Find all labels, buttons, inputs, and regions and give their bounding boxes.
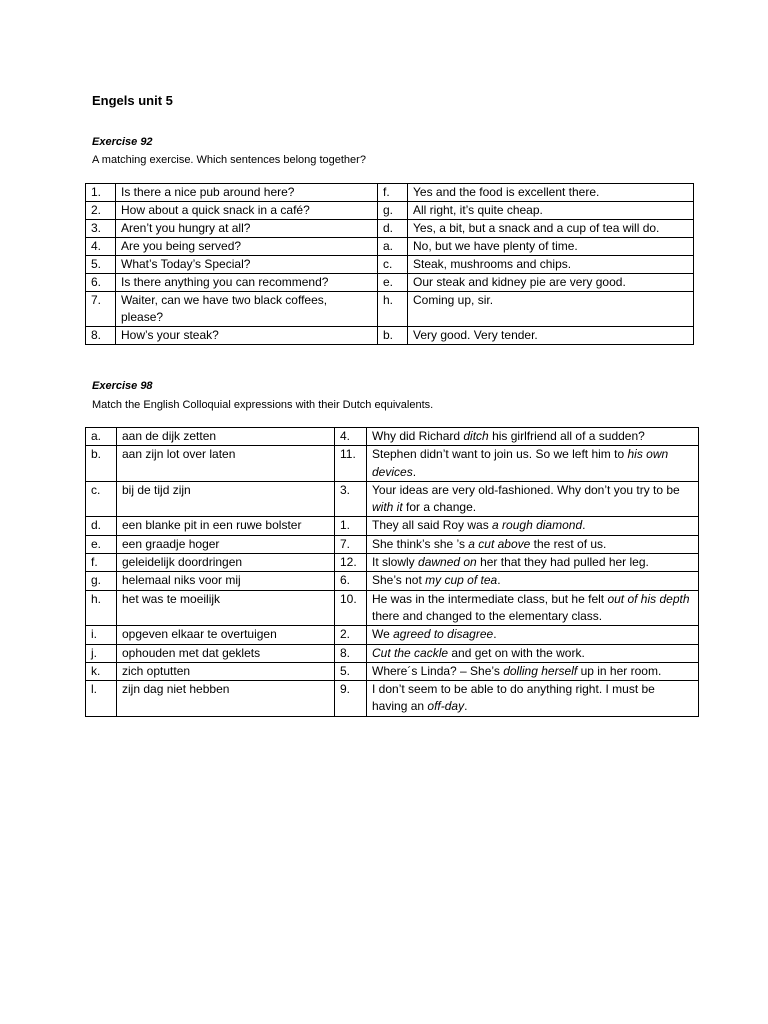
dutch-expression: helemaal niks voor mij [117, 572, 335, 590]
dutch-expression: aan zijn lot over laten [117, 446, 335, 482]
sentence-text: Your ideas are very old-fashioned. Why don’t you try to be [372, 482, 680, 497]
sentence-text: . [497, 573, 501, 588]
row-letter: d. [86, 517, 117, 535]
table-row [86, 481, 699, 517]
english-sentence [367, 446, 699, 482]
row-letter: c. [86, 481, 117, 517]
dutch-expression: een graadje hoger [117, 535, 335, 553]
sentence-text: her that they had pulled her leg. [476, 555, 649, 570]
sentence-text: I don’t seem to be able to do anything right. I must be having an [372, 682, 655, 714]
dutch-expression: opgeven elkaar te overtuigen [117, 626, 335, 644]
answer-letter: b. [378, 327, 408, 345]
dutch-expression: zich optutten [117, 662, 335, 680]
question-cell: Is there a nice pub around here? [116, 184, 378, 202]
english-sentence [367, 481, 699, 517]
table-row [86, 327, 694, 345]
sentence-number: 6. [335, 572, 367, 590]
row-letter: e. [86, 535, 117, 553]
row-letter: l. [86, 681, 117, 717]
english-sentence [367, 554, 699, 572]
page-title: Engels unit 5 [92, 93, 173, 108]
colloquial-expression: dolling herself [503, 663, 578, 678]
row-number: 4. [86, 238, 116, 256]
row-letter: i. [86, 626, 117, 644]
row-letter: g. [86, 572, 117, 590]
colloquial-expression: Cut the cackle [372, 645, 449, 660]
sentence-text: She think’s she ’s [372, 536, 469, 551]
colloquial-expression: out of his depth [607, 591, 690, 606]
table-row [86, 681, 699, 717]
question-cell: How’s your steak? [116, 327, 378, 345]
sentence-number: 8. [335, 644, 367, 662]
row-number: 5. [86, 256, 116, 274]
sentence-text: She’s not [372, 573, 426, 588]
sentence-number: 10. [335, 590, 367, 626]
answer-cell: All right, it’s quite cheap. [408, 202, 694, 220]
table-row [86, 572, 699, 590]
sentence-number: 5. [335, 662, 367, 680]
answer-letter: e. [378, 274, 408, 292]
answer-cell: No, but we have plenty of time. [408, 238, 694, 256]
row-letter: a. [86, 428, 117, 446]
question-cell: Is there anything you can recommend? [116, 274, 378, 292]
colloquial-expression: a rough diamond [492, 518, 583, 533]
dutch-expression: aan de dijk zetten [117, 428, 335, 446]
question-cell: Waiter, can we have two black coffees, please? [116, 292, 378, 327]
sentence-number: 1. [335, 517, 367, 535]
sentence-text: Stephen didn’t want to join us. So we left him to [372, 447, 628, 462]
table-row [86, 184, 694, 202]
row-number: 2. [86, 202, 116, 220]
sentence-text: . [582, 518, 586, 533]
table-row [86, 626, 699, 644]
dutch-expression: zijn dag niet hebben [117, 681, 335, 717]
question-cell: Are you being served? [116, 238, 378, 256]
sentence-number: 7. [335, 535, 367, 553]
sentence-text: . [412, 464, 417, 479]
row-number: 3. [86, 220, 116, 238]
exercise-92-title: Exercise 92 [92, 136, 153, 148]
english-sentence [367, 428, 699, 446]
row-letter: h. [86, 590, 117, 626]
sentence-text: the rest of us. [530, 536, 607, 551]
colloquial-expression: his own devices [372, 447, 669, 479]
answer-letter: a. [378, 238, 408, 256]
answer-cell: Our steak and kidney pie are very good. [408, 274, 694, 292]
exercise-98-table [85, 427, 699, 717]
colloquial-expression: off-day [427, 699, 465, 714]
sentence-text: We [372, 627, 394, 642]
exercise-98-title: Exercise 98 [92, 380, 153, 392]
exercise-92-table [85, 183, 694, 345]
dutch-expression: ophouden met dat geklets [117, 644, 335, 662]
sentence-text: He was in the intermediate class, but he felt [372, 591, 608, 606]
question-cell: Aren’t you hungry at all? [116, 220, 378, 238]
sentence-number: 2. [335, 626, 367, 644]
answer-cell: Coming up, sir. [408, 292, 694, 327]
sentence-number: 4. [335, 428, 367, 446]
english-sentence [367, 644, 699, 662]
answer-letter: c. [378, 256, 408, 274]
colloquial-expression: my cup of tea [425, 573, 498, 588]
row-number: 1. [86, 184, 116, 202]
english-sentence [367, 681, 699, 717]
sentence-text: It slowly [372, 555, 419, 570]
table-row [86, 517, 699, 535]
row-number: 7. [86, 292, 116, 327]
exercise-92-instruction: A matching exercise. Which sentences belong together? [92, 154, 366, 166]
english-sentence [367, 535, 699, 553]
table-row [86, 662, 699, 680]
row-number: 6. [86, 274, 116, 292]
table-row [86, 590, 699, 626]
sentence-text: for a change. [402, 500, 477, 515]
row-letter: b. [86, 446, 117, 482]
exercise-98-instruction: Match the English Colloquial expressions with their Dutch equivalents. [92, 399, 434, 411]
row-letter: f. [86, 554, 117, 572]
answer-letter: f. [378, 184, 408, 202]
sentence-number: 11. [335, 446, 367, 482]
sentence-text: . [493, 627, 497, 642]
sentence-text: there and changed to the elementary class. [372, 608, 603, 623]
english-sentence [367, 590, 699, 626]
english-sentence [367, 626, 699, 644]
dutch-expression: bij de tijd zijn [117, 481, 335, 517]
row-letter: j. [86, 644, 117, 662]
sentence-number: 3. [335, 481, 367, 517]
table-row [86, 202, 694, 220]
table-row [86, 644, 699, 662]
colloquial-expression: ditch [463, 429, 489, 443]
table-row [86, 292, 694, 327]
answer-cell: Yes and the food is excellent there. [408, 184, 694, 202]
sentence-text: . [464, 699, 468, 714]
dutch-expression: geleidelijk doordringen [117, 554, 335, 572]
table-row [86, 256, 694, 274]
answer-cell: Very good. Very tender. [408, 327, 694, 345]
table-row [86, 274, 694, 292]
english-sentence [367, 572, 699, 590]
question-cell: How about a quick snack in a café? [116, 202, 378, 220]
answer-cell: Yes, a bit, but a snack and a cup of tea will do. [408, 220, 694, 238]
english-sentence [367, 662, 699, 680]
table-row [86, 446, 699, 482]
table-row [86, 428, 699, 446]
table-row [86, 238, 694, 256]
colloquial-expression: a cut above [468, 536, 531, 551]
colloquial-expression: agreed to disagree [393, 627, 494, 642]
sentence-text: and get on with the work. [448, 645, 585, 660]
sentence-number: 12. [335, 554, 367, 572]
sentence-text: Where´s Linda? – She’s [372, 663, 504, 678]
sentence-text: Why did Richard [372, 429, 464, 443]
answer-cell: Steak, mushrooms and chips. [408, 256, 694, 274]
row-letter: k. [86, 662, 117, 680]
table-row [86, 554, 699, 572]
dutch-expression: het was te moeilijk [117, 590, 335, 626]
sentence-text: They all said Roy was [372, 518, 493, 533]
answer-letter: h. [378, 292, 408, 327]
sentence-text: up in her room. [577, 663, 662, 678]
question-cell: What’s Today’s Special? [116, 256, 378, 274]
colloquial-expression: with it [372, 500, 403, 515]
sentence-number: 9. [335, 681, 367, 717]
answer-letter: g. [378, 202, 408, 220]
table-row [86, 220, 694, 238]
english-sentence [367, 517, 699, 535]
dutch-expression: een blanke pit in een ruwe bolster [117, 517, 335, 535]
colloquial-expression: dawned on [418, 555, 477, 570]
table-row [86, 535, 699, 553]
answer-letter: d. [378, 220, 408, 238]
sentence-text: his girlfriend all of a sudden? [488, 429, 645, 443]
row-number: 8. [86, 327, 116, 345]
